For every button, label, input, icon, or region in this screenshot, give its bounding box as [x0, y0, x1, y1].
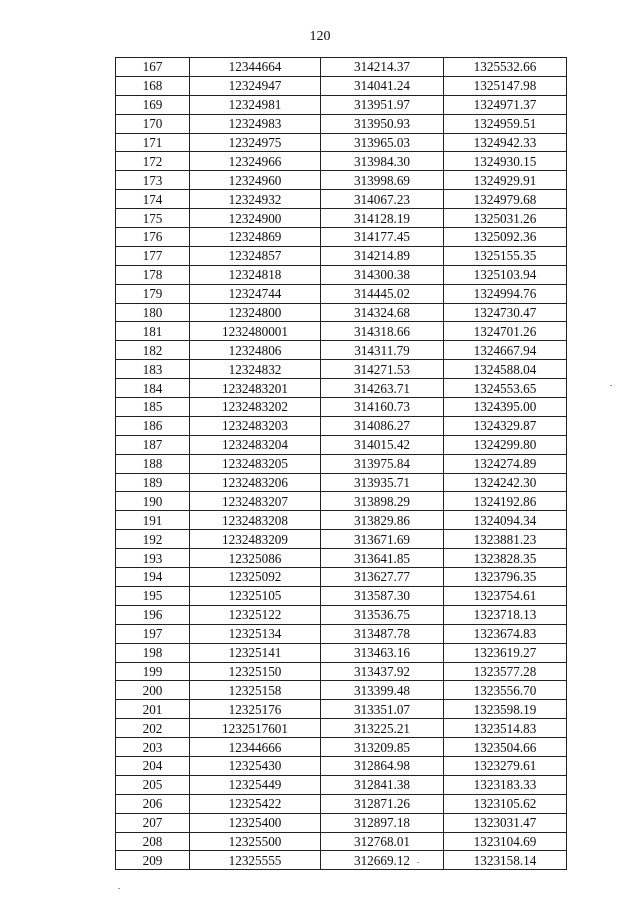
- y-coordinate-cell: 1324553.65: [444, 379, 567, 398]
- x-coordinate-cell: 314128.19: [321, 209, 444, 228]
- point-number-cell: 190: [116, 492, 190, 511]
- x-coordinate-cell: 314160.73: [321, 398, 444, 417]
- point-number-cell: 189: [116, 473, 190, 492]
- point-id-cell: 12324744: [190, 284, 321, 303]
- table-row: [116, 643, 567, 662]
- table-row: [116, 813, 567, 832]
- point-id-cell: 1232517601: [190, 719, 321, 738]
- y-coordinate-cell: 1325031.26: [444, 209, 567, 228]
- x-coordinate-cell: 313965.03: [321, 133, 444, 152]
- point-number-cell: 203: [116, 738, 190, 757]
- point-number-cell: 202: [116, 719, 190, 738]
- point-number-cell: 209: [116, 851, 190, 870]
- table-row: [116, 190, 567, 209]
- point-number-cell: 208: [116, 832, 190, 851]
- point-number-cell: 184: [116, 379, 190, 398]
- x-coordinate-cell: 313898.29: [321, 492, 444, 511]
- table-row: [116, 700, 567, 719]
- table-row: [116, 851, 567, 870]
- x-coordinate-cell: 314445.02: [321, 284, 444, 303]
- point-id-cell: 1232483205: [190, 454, 321, 473]
- point-id-cell: 12324800: [190, 303, 321, 322]
- x-coordinate-cell: 313225.21: [321, 719, 444, 738]
- point-id-cell: 12325449: [190, 775, 321, 794]
- y-coordinate-cell: 1323674.83: [444, 624, 567, 643]
- point-number-cell: 196: [116, 605, 190, 624]
- point-number-cell: 181: [116, 322, 190, 341]
- table-row: [116, 662, 567, 681]
- y-coordinate-cell: 1324929.91: [444, 171, 567, 190]
- y-coordinate-cell: 1323718.13: [444, 605, 567, 624]
- y-coordinate-cell: 1325103.94: [444, 265, 567, 284]
- y-coordinate-cell: 1323183.33: [444, 775, 567, 794]
- point-id-cell: 12324818: [190, 265, 321, 284]
- scan-speck: [118, 888, 120, 889]
- y-coordinate-cell: 1324667.94: [444, 341, 567, 360]
- x-coordinate-cell: 314086.27: [321, 416, 444, 435]
- point-number-cell: 199: [116, 662, 190, 681]
- point-id-cell: 1232483208: [190, 511, 321, 530]
- y-coordinate-cell: 1323556.70: [444, 681, 567, 700]
- x-coordinate-cell: 313950.93: [321, 114, 444, 133]
- table-row: [116, 549, 567, 568]
- x-coordinate-cell: 312669.12: [321, 851, 444, 870]
- point-id-cell: 12324806: [190, 341, 321, 360]
- table-row: [116, 473, 567, 492]
- point-id-cell: 12325158: [190, 681, 321, 700]
- point-id-cell: 1232483204: [190, 435, 321, 454]
- y-coordinate-cell: 1324192.86: [444, 492, 567, 511]
- point-number-cell: 175: [116, 209, 190, 228]
- table-row: [116, 133, 567, 152]
- x-coordinate-cell: 312864.98: [321, 756, 444, 775]
- point-id-cell: 12325105: [190, 586, 321, 605]
- point-id-cell: 12324981: [190, 95, 321, 114]
- x-coordinate-cell: 312768.01: [321, 832, 444, 851]
- x-coordinate-cell: 314041.24: [321, 76, 444, 95]
- y-coordinate-cell: 1323881.23: [444, 530, 567, 549]
- table-row: [116, 360, 567, 379]
- point-number-cell: 170: [116, 114, 190, 133]
- point-id-cell: 12324960: [190, 171, 321, 190]
- point-number-cell: 186: [116, 416, 190, 435]
- x-coordinate-cell: 313627.77: [321, 568, 444, 587]
- point-number-cell: 172: [116, 152, 190, 171]
- point-number-cell: 173: [116, 171, 190, 190]
- point-number-cell: 188: [116, 454, 190, 473]
- point-number-cell: 185: [116, 398, 190, 417]
- table-row: [116, 246, 567, 265]
- y-coordinate-cell: 1324395.00: [444, 398, 567, 417]
- y-coordinate-cell: 1324242.30: [444, 473, 567, 492]
- point-number-cell: 194: [116, 568, 190, 587]
- table-row: [116, 530, 567, 549]
- page-number: 120: [309, 29, 331, 44]
- point-id-cell: 12324900: [190, 209, 321, 228]
- x-coordinate-cell: 314300.38: [321, 265, 444, 284]
- x-coordinate-cell: 314067.23: [321, 190, 444, 209]
- x-coordinate-cell: 313984.30: [321, 152, 444, 171]
- point-id-cell: 12325141: [190, 643, 321, 662]
- table-row: [116, 738, 567, 757]
- point-id-cell: 12324966: [190, 152, 321, 171]
- point-number-cell: 168: [116, 76, 190, 95]
- x-coordinate-cell: 313536.75: [321, 605, 444, 624]
- x-coordinate-cell: 313399.48: [321, 681, 444, 700]
- table-row: [116, 492, 567, 511]
- x-coordinate-cell: 313437.92: [321, 662, 444, 681]
- y-coordinate-cell: 1324329.87: [444, 416, 567, 435]
- point-id-cell: 12324857: [190, 246, 321, 265]
- point-id-cell: 12324983: [190, 114, 321, 133]
- y-coordinate-cell: 1323514.83: [444, 719, 567, 738]
- coordinates-table: [115, 57, 567, 870]
- y-coordinate-cell: 1325532.66: [444, 58, 567, 77]
- y-coordinate-cell: 1324959.51: [444, 114, 567, 133]
- y-coordinate-cell: 1324942.33: [444, 133, 567, 152]
- table-row: [116, 568, 567, 587]
- point-number-cell: 201: [116, 700, 190, 719]
- x-coordinate-cell: 313641.85: [321, 549, 444, 568]
- table-row: [116, 209, 567, 228]
- table-row: [116, 756, 567, 775]
- point-id-cell: 12324869: [190, 228, 321, 247]
- y-coordinate-cell: 1323754.61: [444, 586, 567, 605]
- y-coordinate-cell: 1324094.34: [444, 511, 567, 530]
- table-row: [116, 265, 567, 284]
- point-number-cell: 171: [116, 133, 190, 152]
- table-row: [116, 775, 567, 794]
- point-number-cell: 180: [116, 303, 190, 322]
- table-row: [116, 76, 567, 95]
- point-id-cell: 12325400: [190, 813, 321, 832]
- y-coordinate-cell: 1324701.26: [444, 322, 567, 341]
- y-coordinate-cell: 1323796.35: [444, 568, 567, 587]
- x-coordinate-cell: 313587.30: [321, 586, 444, 605]
- point-id-cell: 1232480001: [190, 322, 321, 341]
- x-coordinate-cell: 313829.86: [321, 511, 444, 530]
- point-id-cell: 12325150: [190, 662, 321, 681]
- point-number-cell: 200: [116, 681, 190, 700]
- y-coordinate-cell: 1324299.80: [444, 435, 567, 454]
- x-coordinate-cell: 314318.66: [321, 322, 444, 341]
- x-coordinate-cell: 313463.16: [321, 643, 444, 662]
- point-number-cell: 167: [116, 58, 190, 77]
- table-row: [116, 58, 567, 77]
- x-coordinate-cell: 313487.78: [321, 624, 444, 643]
- point-number-cell: 176: [116, 228, 190, 247]
- x-coordinate-cell: 312871.26: [321, 794, 444, 813]
- x-coordinate-cell: 313671.69: [321, 530, 444, 549]
- table-row: [116, 322, 567, 341]
- table-row: [116, 586, 567, 605]
- y-coordinate-cell: 1323158.14: [444, 851, 567, 870]
- y-coordinate-cell: 1323031.47: [444, 813, 567, 832]
- table-row: [116, 228, 567, 247]
- point-id-cell: 12324947: [190, 76, 321, 95]
- table-row: [116, 624, 567, 643]
- point-number-cell: 198: [116, 643, 190, 662]
- x-coordinate-cell: 313209.85: [321, 738, 444, 757]
- table-row: [116, 832, 567, 851]
- table-row: [116, 95, 567, 114]
- point-id-cell: 12344664: [190, 58, 321, 77]
- point-id-cell: 12325176: [190, 700, 321, 719]
- table-row: [116, 511, 567, 530]
- table-row: [116, 794, 567, 813]
- point-id-cell: 12325134: [190, 624, 321, 643]
- table-row: [116, 398, 567, 417]
- point-id-cell: 12325122: [190, 605, 321, 624]
- point-number-cell: 183: [116, 360, 190, 379]
- x-coordinate-cell: 314214.37: [321, 58, 444, 77]
- point-number-cell: 177: [116, 246, 190, 265]
- x-coordinate-cell: 313998.69: [321, 171, 444, 190]
- point-id-cell: 12324975: [190, 133, 321, 152]
- scan-speck: [610, 385, 612, 386]
- table-row: [116, 152, 567, 171]
- table-row: [116, 379, 567, 398]
- y-coordinate-cell: 1323619.27: [444, 643, 567, 662]
- point-id-cell: 12324932: [190, 190, 321, 209]
- y-coordinate-cell: 1324930.15: [444, 152, 567, 171]
- y-coordinate-cell: 1323577.28: [444, 662, 567, 681]
- y-coordinate-cell: 1324971.37: [444, 95, 567, 114]
- coordinates-table-body: [116, 58, 567, 870]
- point-number-cell: 174: [116, 190, 190, 209]
- point-id-cell: 12325422: [190, 794, 321, 813]
- point-number-cell: 192: [116, 530, 190, 549]
- point-id-cell: 1232483202: [190, 398, 321, 417]
- x-coordinate-cell: 314214.89: [321, 246, 444, 265]
- y-coordinate-cell: 1323598.19: [444, 700, 567, 719]
- point-id-cell: 12325500: [190, 832, 321, 851]
- point-number-cell: 195: [116, 586, 190, 605]
- point-number-cell: 205: [116, 775, 190, 794]
- point-number-cell: 169: [116, 95, 190, 114]
- x-coordinate-cell: 313351.07: [321, 700, 444, 719]
- point-id-cell: 12325092: [190, 568, 321, 587]
- scan-speck: [417, 862, 419, 863]
- table-row: [116, 284, 567, 303]
- table-row: [116, 681, 567, 700]
- point-number-cell: 191: [116, 511, 190, 530]
- y-coordinate-cell: 1323504.66: [444, 738, 567, 757]
- point-number-cell: 197: [116, 624, 190, 643]
- x-coordinate-cell: 312841.38: [321, 775, 444, 794]
- x-coordinate-cell: 314324.68: [321, 303, 444, 322]
- point-number-cell: 193: [116, 549, 190, 568]
- x-coordinate-cell: 314263.71: [321, 379, 444, 398]
- point-number-cell: 207: [116, 813, 190, 832]
- y-coordinate-cell: 1325092.36: [444, 228, 567, 247]
- point-id-cell: 12325086: [190, 549, 321, 568]
- point-id-cell: 1232483203: [190, 416, 321, 435]
- point-id-cell: 1232483209: [190, 530, 321, 549]
- y-coordinate-cell: 1324274.89: [444, 454, 567, 473]
- x-coordinate-cell: 313951.97: [321, 95, 444, 114]
- table-row: [116, 719, 567, 738]
- point-number-cell: 182: [116, 341, 190, 360]
- point-id-cell: 1232483206: [190, 473, 321, 492]
- point-number-cell: 187: [116, 435, 190, 454]
- x-coordinate-cell: 314177.45: [321, 228, 444, 247]
- y-coordinate-cell: 1324994.76: [444, 284, 567, 303]
- point-number-cell: 204: [116, 756, 190, 775]
- table-row: [116, 114, 567, 133]
- y-coordinate-cell: 1324730.47: [444, 303, 567, 322]
- y-coordinate-cell: 1324979.68: [444, 190, 567, 209]
- y-coordinate-cell: 1325155.35: [444, 246, 567, 265]
- table-row: [116, 416, 567, 435]
- point-number-cell: 178: [116, 265, 190, 284]
- y-coordinate-cell: 1323828.35: [444, 549, 567, 568]
- point-id-cell: 12324832: [190, 360, 321, 379]
- point-id-cell: 12344666: [190, 738, 321, 757]
- point-id-cell: 1232483207: [190, 492, 321, 511]
- y-coordinate-cell: 1325147.98: [444, 76, 567, 95]
- x-coordinate-cell: 313935.71: [321, 473, 444, 492]
- x-coordinate-cell: 314271.53: [321, 360, 444, 379]
- x-coordinate-cell: 312897.18: [321, 813, 444, 832]
- point-id-cell: 1232483201: [190, 379, 321, 398]
- y-coordinate-cell: 1323104.69: [444, 832, 567, 851]
- point-id-cell: 12325430: [190, 756, 321, 775]
- table-row: [116, 435, 567, 454]
- x-coordinate-cell: 314015.42: [321, 435, 444, 454]
- table-row: [116, 303, 567, 322]
- y-coordinate-cell: 1324588.04: [444, 360, 567, 379]
- point-id-cell: 12325555: [190, 851, 321, 870]
- table-row: [116, 454, 567, 473]
- table-row: [116, 341, 567, 360]
- point-number-cell: 179: [116, 284, 190, 303]
- point-number-cell: 206: [116, 794, 190, 813]
- x-coordinate-cell: 314311.79: [321, 341, 444, 360]
- x-coordinate-cell: 313975.84: [321, 454, 444, 473]
- table-row: [116, 171, 567, 190]
- table-row: [116, 605, 567, 624]
- y-coordinate-cell: 1323105.62: [444, 794, 567, 813]
- y-coordinate-cell: 1323279.61: [444, 756, 567, 775]
